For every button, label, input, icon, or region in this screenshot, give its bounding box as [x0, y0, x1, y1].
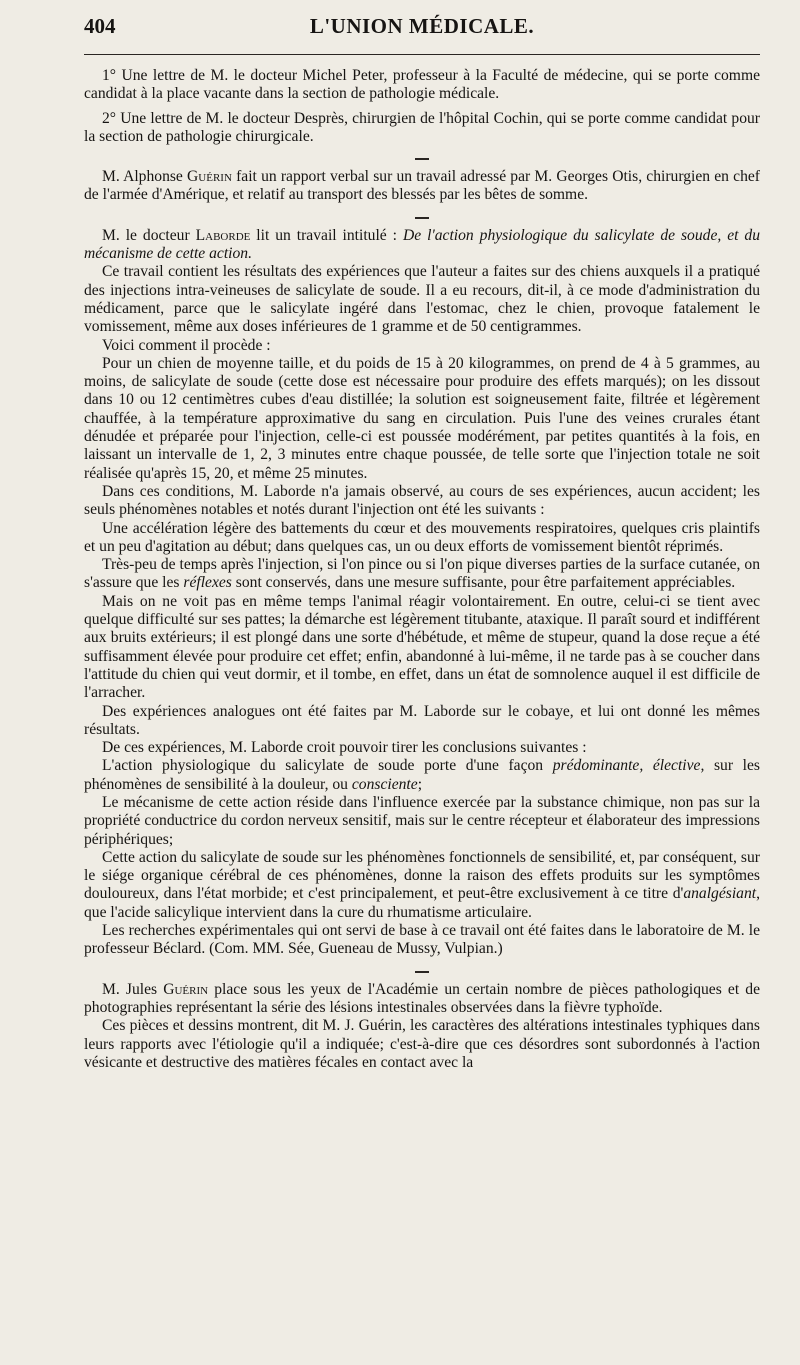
paragraph-procedure: Pour un chien de moyenne taille, et du poids de 15 à 20 kilogrammes, on prend de 4 à 5 grammes, au moins, de salicylate de soude (cette dose est nécessaire pour produire des effets marqués); on les dissout dans 10 ou 12 centimètres cubes d'eau distillée; la solution est soigneusement faite, filtrée et légèrement chauffée, à la température approximative du sang en circulation. Puis l'une des veines crurales étant dénudée et préparée pour l'injection, celle-ci est poussée modérément, par petites quantités à la fois, en laissant un intervalle de 1, 2, 3 minutes entre chaque poussée, de telle sorte que l'injection totale ne soit réalisée qu'après 15, 20, et même 25 minutes. — [84, 354, 760, 482]
page-header — [84, 14, 760, 55]
paragraph-text: fait un rapport verbal sur un travail adressé par M. Georges Otis, chirurgien en chef de l'armée d'Amérique, et relatif au transport des blessés par les bêtes de somme. — [84, 168, 760, 204]
paragraph-text: Très-peu de temps après l'injection, si l'on pince ou si l'on pique diverses parties de la surface cutanée, on s'assure que les — [84, 556, 760, 592]
page-number: 404 — [84, 14, 116, 38]
paragraph-conclusion-3 — [84, 849, 760, 922]
paragraph-text: Cette action du salicylate de soude sur les phénomènes fonctionnels de sensibilité, et, par conséquent, sur le siége organique cérébral de ces phénomènes, donne la raison des effets produits sur les symptômes douloureux, dans l'état morbide; et c'est principalement, et peut-être exclusivement à ce titre d' — [84, 848, 760, 903]
paragraph-conclusions-lead: De ces expériences, M. Laborde croit pouvoir tirer les conclusions suivantes : — [102, 739, 587, 757]
section-divider — [415, 158, 429, 160]
paragraph-acceleration: Une accélération légère des battements du cœur et des mouvements respiratoires, quelques cris plaintifs et un peu d'agitation au début; dans quelques cas, un ou deux efforts de vomissement bientôt réprimés. — [84, 519, 760, 555]
paragraph-reflexes — [84, 556, 760, 593]
paragraph-text: M. Jules — [102, 980, 164, 998]
work-title: De l'action physiologique du salicylate de soude, et du mécanisme de cette action. — [84, 226, 760, 263]
paragraph-work-content: Ce travail contient les résultats des expériences que l'auteur a faites sur des chiens auxquels il a pratiqué des injections intra-veineuses de salicylate de soude. Il a eu recours, dit-il, à ce mode d'administration du médicament, parce que le salicylate ingéré dans l'estomac, chez le chien, provoque fatalement le vomissement, même aux doses inférieures de 1 gramme et de 50 centigrammes. — [84, 263, 760, 336]
paragraph-conditions: Dans ces conditions, M. Laborde n'a jamais observé, au cours de ses expériences, aucun accident; les seuls phénomènes notables et notés durant l'injection ont été les suivants : — [84, 482, 760, 519]
emphasis: analgésiant — [683, 885, 757, 903]
paragraph-text: place sous les yeux de l'Académie un certain nombre de pièces pathologiques et de photographies représentant la série des lésions intestinales observées dans la fièvre typhoïde. — [84, 980, 761, 1016]
paragraph-guerin-report — [84, 168, 760, 205]
section-divider — [415, 217, 429, 219]
paragraph-lab-credit: Les recherches expérimentales qui ont servi de base à ce travail ont été faites dans le laboratoire de M. le professeur Béclard. (Com. MM. Sée, Gueneau de Mussy, Vulpian.) — [84, 922, 760, 958]
paragraph-conclusion-2: Le mécanisme de cette action réside dans l'influence exercée par la substance chimique, non pas sur la propriété conductrice du cordon nerveux sensitif, mais sur le centre récepteur et élaborateur des impressions périphériques; — [84, 793, 760, 848]
section-divider — [415, 971, 429, 973]
paragraph-text: lit un travail intitulé : — [250, 226, 403, 244]
author-name: Laborde — [195, 226, 251, 244]
paragraph-letter-despres: 2° Une lettre de M. le docteur Desprès, chirurgien de l'hôpital Cochin, qui se porte comme candidat pour la section de pathologie chirurgicale. — [84, 109, 760, 145]
emphasis: consciente — [351, 775, 418, 793]
article-body — [84, 67, 760, 1072]
paragraph-guerin-drawings: Ces pièces et dessins montrent, dit M. J. Guérin, les caractères des altérations intestinales typhiques dans leurs rapports avec l'étiologie qu'il a indiquée; c'est-à-dire que ces désordres sont subordonnés à l'action vésicante et destructive des matières fécales en contact avec la — [84, 1017, 760, 1071]
paragraph-text: , que l'acide salicylique intervient dans la cure du rhumatisme articulaire. — [84, 885, 760, 921]
paragraph-procedure-lead: Voici comment il procède : — [102, 336, 271, 354]
paragraph-text: M. Alphonse — [102, 168, 188, 186]
paragraph-laborde-intro — [84, 227, 760, 264]
author-name: Guérin — [163, 980, 209, 998]
running-title: L'UNION MÉDICALE. — [309, 14, 535, 38]
paragraph-text: sont conservés, dans une mesure suffisante, pour être parfaitement appréciables. — [231, 574, 736, 592]
paragraph-text: L'action physiologique du salicylate de soude porte d'une façon — [102, 757, 553, 775]
emphasis: prédominante, élective, — [552, 757, 705, 775]
paragraph-cobaye: Des expériences analogues ont été faites par M. Laborde sur le cobaye, et lui ont donné les mêmes résultats. — [84, 702, 760, 738]
author-name: Guérin — [187, 168, 232, 186]
paragraph-text: M. le docteur — [102, 226, 196, 244]
paragraph-text: ; — [417, 775, 423, 793]
emphasis: réflexes — [183, 574, 232, 592]
paragraph-behavior: Mais on ne voit pas en même temps l'animal réagir volontairement. En outre, celui-ci se tient avec quelque difficulté sur ses pattes; la démarche est légèrement titubante, ataxique. Il paraît sourd et indifférent aux bruits extérieurs; il est plongé dans une sorte d'hébétude, et même de stupeur, quand la dose reçue a été suffisamment élevée pour produire cet effet; enfin, abandonné à lui-même, il ne tarde pas à se coucher dans l'attitude du chien qui veut dormir, et il tombe, en effet, dans un état de somnolence auquel il est difficile de l'arracher. — [84, 592, 760, 702]
paragraph-guerin-pieces — [84, 981, 760, 1018]
paragraph-conclusion-1 — [84, 757, 760, 794]
paragraph-text: sur les phénomènes de sensibilité à la douleur, ou — [84, 757, 760, 793]
paragraph-letter-peter: 1° Une lettre de M. le docteur Michel Peter, professeur à la Faculté de médecine, qui se porte comme candidat à la place vacante dans la section de pathologie médicale. — [84, 67, 760, 103]
